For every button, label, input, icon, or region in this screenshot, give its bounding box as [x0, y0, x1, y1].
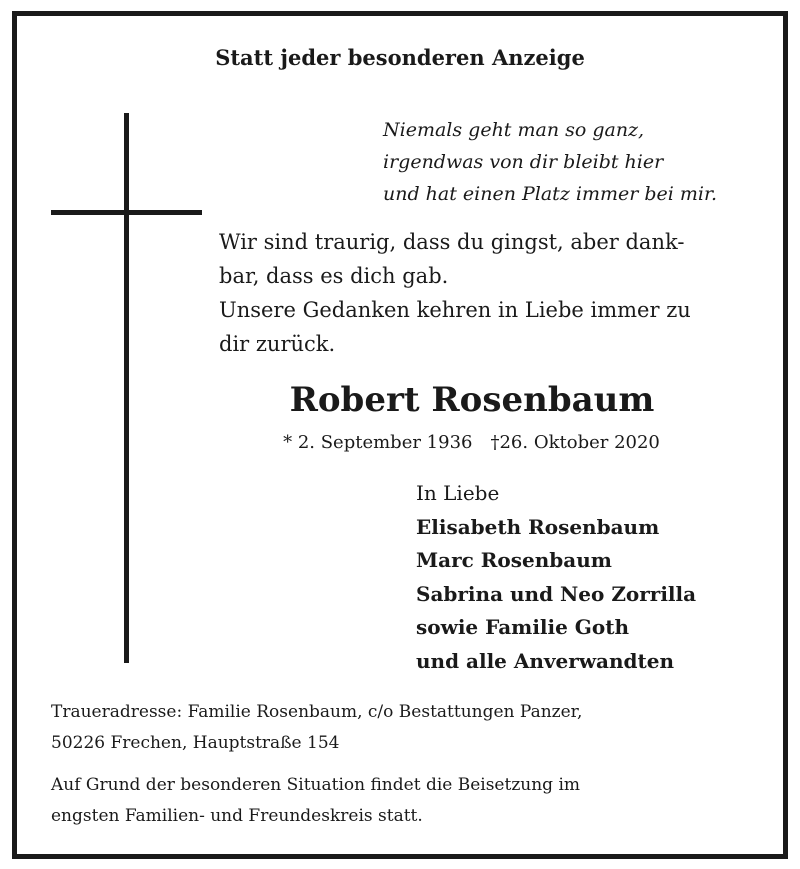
mourning-address [51, 697, 771, 759]
cross-icon-crossbar [51, 210, 202, 215]
condolence-message [219, 225, 769, 361]
message-line: dir zurück. [219, 332, 336, 356]
signature-name: sowie Familie Goth [416, 615, 630, 639]
page-heading: Statt jeder besonderen Anzeige [215, 45, 585, 70]
notice-line: Auf Grund der besonderen Situation findet die Beisetzung im [51, 775, 581, 795]
quote-line: Niemals geht man so ganz, [383, 119, 645, 141]
signature-name: Sabrina und Neo Zorrilla [416, 581, 697, 606]
quote-line: irgendwas von dir bleibt hier [383, 151, 664, 173]
memorial-quote [383, 114, 763, 210]
deceased-name: Robert Rosenbaum [289, 380, 655, 420]
message-line: Unsere Gedanken kehren in Liebe immer zu [219, 298, 691, 322]
message-line: bar, dass es dich gab. [219, 264, 449, 288]
message-line: Wir sind traurig, dass du gingst, aber dank- [219, 230, 685, 254]
notice-line: engsten Familien- und Freundeskreis statt. [51, 806, 423, 826]
death-date: †26. Oktober 2020 [490, 432, 660, 453]
cross-icon [124, 113, 129, 663]
address-line: 50226 Frechen, Hauptstraße 154 [51, 733, 340, 753]
life-dates [0, 428, 800, 458]
signature-name: und alle Anverwandten [416, 648, 675, 673]
signature-name: Marc Rosenbaum [416, 548, 612, 572]
quote-line: und hat einen Platz immer bei mir. [383, 183, 717, 205]
signatures-intro: In Liebe [416, 481, 500, 505]
birth-date: * 2. September 1936 [283, 432, 473, 453]
burial-notice [51, 770, 771, 832]
signature-name: Elisabeth Rosenbaum [416, 514, 660, 539]
address-line: Traueradresse: Familie Rosenbaum, c/o Bestattungen Panzer, [51, 702, 583, 722]
signatures [416, 477, 776, 678]
